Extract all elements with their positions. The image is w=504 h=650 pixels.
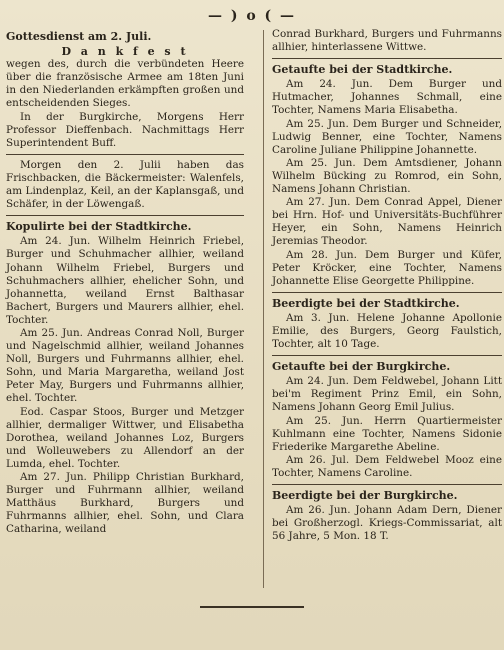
dankfest-text: wegen des, durch die verbündeten Heere über die französische Armee am 18ten Juni in den Niederlanden erkämpften großen und entscheidenden Sieges. (6, 58, 244, 110)
baptism-entry: Am 27. Jun. Dem Conrad Appel, Diener bei Hrn. Hof- und Universitäts-Buchführer Heyer, ein Sohn, Namens Heinrich Jeremias Theodor. (272, 196, 502, 248)
separator-rule (6, 154, 244, 155)
closing-rule (200, 606, 304, 608)
baptism-entry: Am 24. Jun. Dem Feldwebel, Johann Litt bei'm Regiment Prinz Emil, ein Sohn, Namens Johann Georg Emil Julius. (272, 375, 502, 414)
marriage-entry-continued: Conrad Burkhard, Burgers und Fuhrmanns allhier, hinterlassene Wittwe. (272, 28, 502, 54)
baptism-entry: Am 25. Jun. Dem Burger und Schneider, Ludwig Benner, eine Tochter, Namens Caroline Juliane Philippine Johannette. (272, 117, 502, 156)
column-divider (263, 30, 264, 588)
baptism-entry: Am 28. Jun. Dem Burger und Küfer, Peter Kröcker, eine Tochter, Namens Johannette Elise Georgette Philippine. (272, 248, 502, 287)
baptism-entry: Am 25. Jun. Dem Amtsdiener, Johann Wilhelm Bücking zu Romrod, ein Sohn, Namens Johann Christian. (272, 156, 502, 196)
baptism-entry: Am 24. Jun. Dem Burger und Hutmacher, Johannes Schmall, eine Tochter, Namens Maria Elisabetha. (272, 78, 502, 117)
section-heading-beerdigte-burgkirche: Beerdigte bei der Burgkirche. (272, 489, 458, 502)
section-heading-getaufte-stadtkirche: Getaufte bei der Stadtkirche. (272, 63, 453, 77)
page-number-ornament: — ) o ( — (207, 8, 297, 24)
separator-rule (272, 355, 502, 356)
right-column (272, 28, 502, 543)
separator-rule (272, 292, 502, 293)
section-heading-beerdigte-stadtkirche: Beerdigte bei der Stadtkirche. (272, 296, 460, 310)
separator-rule (272, 484, 502, 485)
baker-notice: Morgen den 2. Julii haben das Frischbacken, die Bäckermeister: Walenfels, am Lindenplaz, Keil, an der Kaplansgaß, und Schäfer, in der Löwengaß. (6, 158, 244, 211)
section-heading-gottesdienst: Gottesdienst am 2. Juli. (6, 30, 152, 43)
burgkirche-preachers: In der Burgkirche, Morgens Herr Professor Dieffenbach. Nachmittags Herr Superintendent Buff. (6, 110, 244, 149)
section-title-dankfest: D a n k f e s t (61, 45, 189, 59)
burial-entry: Am 26. Jun. Johann Adam Dern, Diener bei Großherzogl. Kriegs-Commissariat, alt 56 Jahre, 5 Mon. 18 T. (272, 504, 502, 543)
separator-rule (272, 58, 502, 59)
section-heading-getaufte-burgkirche: Getaufte bei der Burgkirche. (272, 360, 451, 374)
marriage-entry: Am 25. Jun. Andreas Conrad Noll, Burger und Nagelschmid allhier, weiland Johannes Noll, Burgers und Fuhrmanns allhier, ehel. Sohn, und Maria Margaretha, weiland Jost Peter May, Burgers und Fuhrmanns allhier, ehel. Tochter. (6, 326, 244, 405)
left-column (6, 28, 244, 536)
burial-entry: Am 3. Jun. Helene Johanne Apollonie Emilie, des Burgers, Georg Faulstich, Tochter, alt 10 Tage. (272, 311, 502, 351)
baptism-entry: Am 25. Jun. Herrn Quartiermeister Kuhlmann eine Tochter, Namens Sidonie Friederike Margarethe Abeline. (272, 414, 502, 453)
marriage-entry: Am 27. Jun. Philipp Christian Burkhard, Burger und Fuhrmann allhier, weiland Matthäus Burkhard, Burgers und Fuhrmanns allhier, ehel. Sohn, und Clara Catharina, weiland (6, 471, 244, 536)
marriage-entry: Eod. Caspar Stoos, Burger und Metzger allhier, dermaliger Wittwer, und Elisabetha Dorothea, weiland Johannes Loz, Burgers und Wolleuwebers zu Allendorf an der Lumda, ehel. Tochter. (6, 405, 244, 470)
baptism-entry: Am 26. Jul. Dem Feldwebel Mooz eine Tochter, Namens Caroline. (272, 453, 502, 479)
separator-rule (6, 215, 244, 216)
marriage-entry: Am 24. Jun. Wilhelm Heinrich Friebel, Burger und Schuhmacher allhier, weiland Johann Wilhelm Friebel, Burgers und Schuhmachers allhier, ehelicher Sohn, und Johannetta, weiland Ernst Balthasar Bachert, Burgers und Maurers allhier, ehel. Tochter. (6, 235, 244, 326)
section-heading-kopulirte: Kopulirte bei der Stadtkirche. (6, 220, 192, 234)
